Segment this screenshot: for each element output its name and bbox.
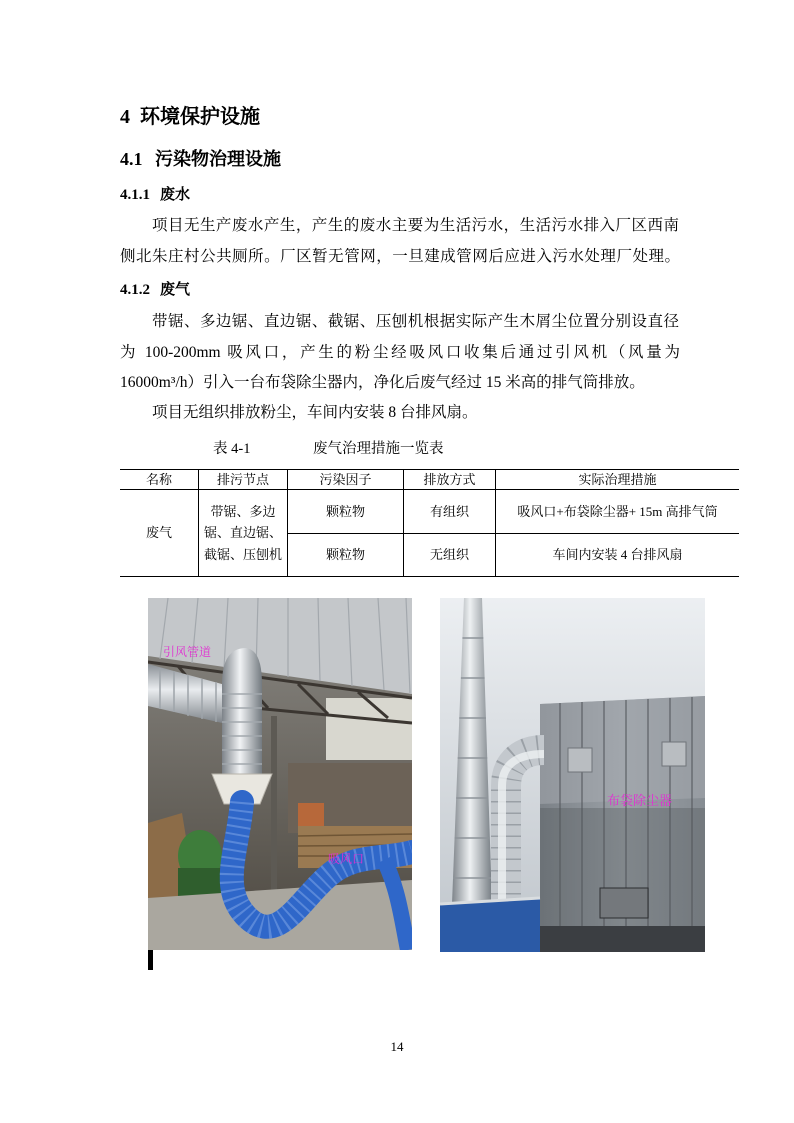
table-cell-measure: 车间内安装 4 台排风扇 <box>496 534 740 577</box>
access-door <box>600 888 648 918</box>
table-header-row <box>120 470 739 490</box>
housing-vent <box>568 748 592 772</box>
orange-crate <box>298 803 324 827</box>
table-cell-mode: 无组织 <box>404 534 496 577</box>
heading-title: 废水 <box>160 187 191 203</box>
photo-label-duct: 引风管道 <box>163 645 212 659</box>
table-cell-pollutant: 颗粒物 <box>288 534 404 577</box>
housing-vent <box>662 742 686 766</box>
table-caption-title: 废气治理措施一览表 <box>313 441 444 457</box>
heading-exhaust <box>120 280 440 300</box>
column-header: 污染因子 <box>288 470 404 490</box>
page-number: 14 <box>390 1039 404 1054</box>
paragraph-line: 带锯、多边锯、直边锯、截锯、压刨机根据实际产生木屑尘位置分别设直径 <box>152 313 679 330</box>
heading-number: 4.1.1 <box>120 187 150 203</box>
exhaust-treatment-table <box>120 469 739 577</box>
column-header: 名称 <box>120 470 199 490</box>
column-header: 排放方式 <box>404 470 496 490</box>
image-edge-mark <box>148 950 153 970</box>
photo-label-bag-filter: 布袋除尘器 <box>607 794 673 809</box>
table-cell-pollutant: 颗粒物 <box>288 490 404 534</box>
heading-number: 4.1.2 <box>120 282 150 298</box>
table-cell-measure: 吸风口+布袋除尘器+ 15m 高排气筒 <box>496 490 740 534</box>
column-header: 实际治理措施 <box>496 470 740 490</box>
housing-base <box>540 926 705 952</box>
window-light <box>326 698 412 760</box>
table-cell-mode: 有组织 <box>404 490 496 534</box>
table-cell-category: 废气 <box>120 490 199 577</box>
paragraph-line: 项目无组织排放粉尘，车间内安装 8 台排风扇。 <box>152 404 478 421</box>
paragraph-line: 16000m³/h）引入一台布袋除尘器内，净化后废气经过 15 米高的排气筒排放。 <box>120 374 645 391</box>
photo-workshop-suction-duct <box>148 598 412 950</box>
table-caption-number: 表 4-1 <box>213 441 251 457</box>
blue-wall <box>440 898 540 952</box>
workshop-scene <box>148 598 412 950</box>
heading-title: 污染物治理设施 <box>155 149 281 169</box>
table-cell-sources: 带锯、多边锯、直边锯、截锯、压刨机 <box>199 490 288 577</box>
heading-environmental-facilities <box>120 106 440 128</box>
heading-title: 废气 <box>160 282 191 298</box>
paragraph-line: 项目无生产废水产生，产生的废水主要为生活污水，生活污水排入厂区西南 <box>152 217 679 234</box>
column-header: 排污节点 <box>199 470 288 490</box>
heading-title: 环境保护设施 <box>140 106 260 128</box>
heading-wastewater <box>120 185 440 205</box>
vertical-duct <box>222 682 262 776</box>
photo-label-inlet: 吸风口 <box>328 852 365 866</box>
paragraph-line: 为 100-200mm 吸风口，产生的粉尘经吸风口收集后通过引风机（风量为 <box>120 344 680 361</box>
paragraph-line: 侧北朱庄村公共厕所。厂区暂无管网，一旦建成管网后应进入污水处理厂处理。 <box>120 248 680 265</box>
heading-number: 4.1 <box>120 149 143 169</box>
heading-pollutant-treatment <box>120 148 440 170</box>
table-row <box>120 490 739 534</box>
heading-number: 4 <box>120 106 130 128</box>
outdoor-scene <box>440 598 705 952</box>
photo-bag-filter-stack <box>440 598 705 952</box>
steel-column <box>271 716 277 901</box>
